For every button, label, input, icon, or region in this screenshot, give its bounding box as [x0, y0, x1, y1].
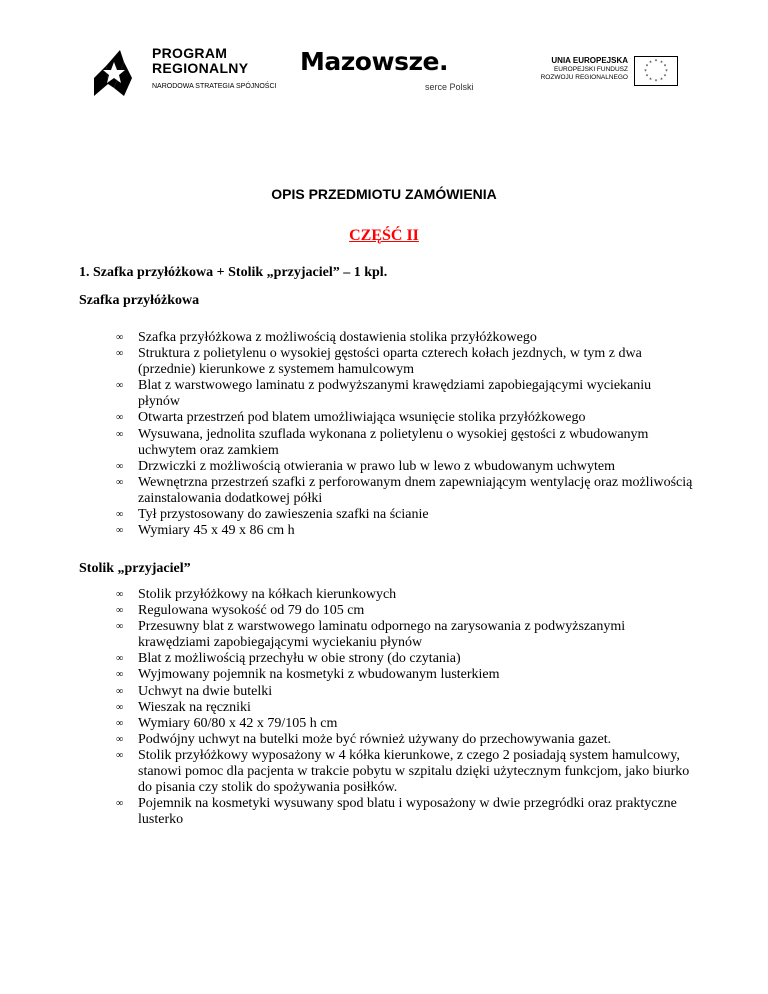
star-logo-icon [94, 48, 132, 96]
svg-text:*: * [665, 69, 668, 75]
list-item [116, 523, 696, 539]
bullet-icon: ∞ [116, 621, 124, 633]
eu-label: UNIA EUROPEJSKA [551, 56, 628, 65]
item-heading: 1. Szafka przyłóżkowa + Stolik „przyjaciel” – 1 kpl. [79, 265, 388, 280]
list-item [116, 796, 696, 828]
program-label: PROGRAM [152, 45, 228, 61]
list-item-text: Otwarta przestrzeń pod blatem umożliwiająca wsunięcie stolika przyłóżkowego [138, 410, 586, 426]
list-item [116, 684, 696, 700]
regionalny-label: REGIONALNY [152, 60, 249, 76]
svg-text:*: * [645, 64, 649, 70]
bullet-icon: ∞ [116, 509, 124, 521]
list-item [116, 378, 696, 410]
part-title: CZĘŚĆ II [349, 227, 419, 244]
list-item [116, 651, 696, 667]
bullet-icon: ∞ [116, 460, 124, 472]
bullet-icon: ∞ [116, 348, 124, 360]
mazowsze-wordmark: Mazowsze. [300, 47, 448, 76]
mazowsze-tagline: serce Polski [425, 82, 474, 92]
list-item [116, 748, 696, 796]
document-title: OPIS PRZEDMIOTU ZAMÓWIENIA [271, 186, 497, 202]
list-item-text: Wyjmowany pojemnik na kosmetyki z wbudowanym lusterkiem [138, 667, 500, 683]
list-item-text: Szafka przyłóżkowa z możliwością dostawienia stolika przyłóżkowego [138, 330, 537, 345]
list-item-text: Podwójny uchwyt na butelki może być również używany do przechowywania gazet. [138, 731, 612, 747]
bullet-icon: ∞ [116, 476, 124, 488]
eu-flag-icon [634, 56, 678, 86]
list-item-text: Blat z warstwowego laminatu z podwyższanymi krawędziami zapobiegającymi wyciekaniu płynów [138, 378, 652, 410]
eu-fund-text [516, 56, 628, 82]
svg-text:*: * [649, 77, 652, 84]
bullet-icon: ∞ [116, 332, 124, 343]
logo-header [90, 42, 678, 100]
list-item-text: Struktura z polietylenu o wysokiej gęstości oparta czterech kołach jezdnych, w tym z dwa (przednie) kierunkowe z systemem hamulcowym [138, 346, 642, 378]
bullet-icon: ∞ [116, 428, 124, 440]
list-item-text: Przesuwny blat z warstwowego laminatu odpornego na zarysowania z podwyższanymi krawędziami zapobiegającymi wyciekaniu płynów [138, 619, 626, 651]
list-item [116, 700, 696, 716]
bullet-icon: ∞ [116, 653, 124, 665]
list-item-text: Blat z możliwością przechyłu w obie strony (do czytania) [138, 651, 461, 667]
list-item [116, 330, 696, 346]
list-item [116, 667, 696, 683]
list-item [116, 619, 696, 651]
svg-text:*: * [654, 59, 658, 65]
szafka-features-list [116, 330, 696, 539]
list-item-text: Drzwiczki z możliwością otwierania w prawo lub w lewo z wbudowanym uchwytem [138, 458, 616, 474]
list-item-text: Wysuwana, jednolita szuflada wykonana z polietylenu o wysokiej gęstości z wbudowanym uchwytem oraz zamkiem [138, 426, 649, 458]
svg-text:*: * [654, 79, 658, 85]
list-item-text: Wewnętrzna przestrzeń szafki z perforowanym dnem zapewniającym wentylację oraz możliwością zainstalowania dodatkowej półki [138, 474, 693, 506]
bullet-icon: ∞ [116, 669, 124, 681]
eu-fund-label: EUROPEJSKI FUNDUSZ [553, 66, 628, 73]
stolik-features-list [116, 587, 696, 828]
list-item [116, 427, 696, 459]
bullet-icon: ∞ [116, 749, 124, 761]
bullet-icon: ∞ [116, 685, 124, 697]
svg-text:*: * [645, 74, 649, 80]
bullet-icon: ∞ [116, 589, 124, 600]
svg-text:*: * [644, 69, 647, 75]
eu-regional-label: ROZWOJU REGIONALNEGO [540, 74, 628, 81]
list-item [116, 475, 696, 507]
bullet-icon: ∞ [116, 717, 124, 729]
list-item-text: Wymiary 60/80 x 42 x 79/105 h cm [138, 715, 338, 731]
bullet-icon: ∞ [116, 380, 124, 392]
list-item-text: Regulowana wysokość od 79 do 105 cm [138, 603, 365, 619]
bullet-icon: ∞ [116, 733, 124, 745]
list-item-text: Wieszak na ręczniki [138, 699, 251, 715]
list-item-text: Tył przystosowany do zawieszenia szafki na ścianie [138, 507, 429, 523]
list-item-text: Stolik przyłóżkowy wyposażony w 4 kółka kierunkowe, z czego 2 posiadają system hamulcowy, stanowi pomoc dla pacjenta w trakcie pobytu w szpitalu dzięki użytecznym funkcjom, jako biurko do pisania czy stolik do spożywania posiłków. [138, 747, 690, 796]
list-item-text: Uchwyt na dwie butelki [138, 683, 273, 699]
list-item-text: Pojemnik na kosmetyki wysuwany spod blatu i wyposażony w dwie przegródki oraz praktyczne lusterko [138, 796, 677, 828]
bullet-icon: ∞ [116, 605, 124, 617]
svg-text:*: * [660, 60, 663, 67]
svg-text:*: * [663, 64, 667, 70]
list-item-text: Wymiary 45 x 49 x 86 cm h [138, 523, 295, 539]
section-heading-stolik: Stolik „przyjaciel” [79, 561, 191, 576]
bullet-icon: ∞ [116, 412, 124, 424]
list-item [116, 507, 696, 523]
list-item [116, 410, 696, 426]
bullet-icon: ∞ [116, 701, 124, 713]
svg-text:*: * [660, 77, 663, 84]
list-item [116, 732, 696, 748]
list-item [116, 603, 696, 619]
strategy-label: NARODOWA STRATEGIA SPÓJNOŚCI [152, 83, 277, 90]
bullet-icon: ∞ [116, 525, 124, 537]
section-heading-szafka: Szafka przyłóżkowa [79, 293, 200, 308]
list-item [116, 459, 696, 475]
mazowsze-logo [300, 47, 474, 92]
list-item [116, 716, 696, 732]
list-item [116, 346, 696, 378]
svg-text:*: * [649, 60, 652, 67]
list-item-text: Stolik przyłóżkowy na kółkach kierunkowych [138, 587, 397, 602]
bullet-icon: ∞ [116, 798, 124, 810]
svg-text:*: * [663, 74, 667, 80]
list-item [116, 587, 696, 603]
